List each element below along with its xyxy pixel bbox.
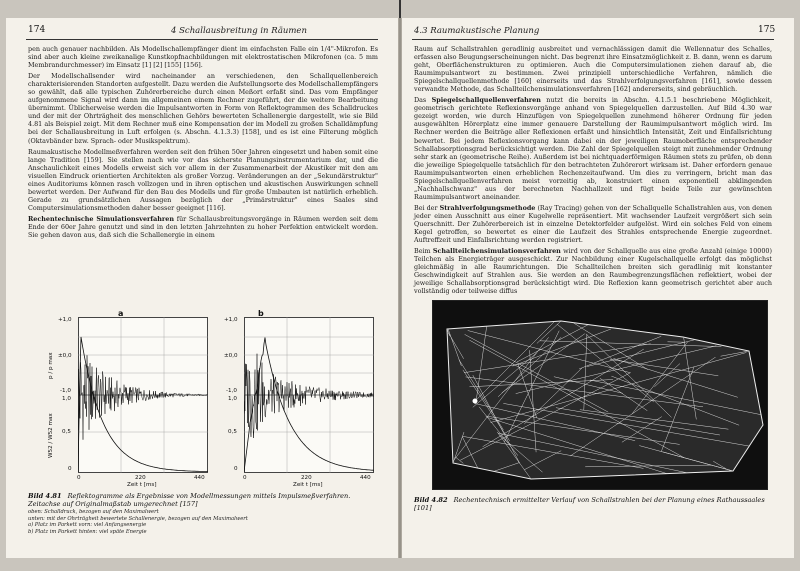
page-number-left: 174 — [28, 25, 46, 35]
caption-note: b) Platz im Parkett hinten: viel späte Energie — [28, 528, 147, 535]
x-tick-440-b: 440 — [360, 475, 371, 481]
y-tick-energy-05: 0,5 — [62, 429, 71, 435]
paragraph-text: Das — [414, 96, 432, 105]
paragraph — [414, 204, 772, 244]
paragraph-text: Bei der — [414, 203, 440, 212]
caption-text: Rechentechnisch ermittelter Verlauf von Schallstrahlen bei der Planung eines Rathaussaales [101] — [414, 496, 765, 512]
caption-note: oben: Schalldruck, bezogen auf den Maximalwert — [28, 509, 159, 515]
caption-notes — [28, 509, 378, 535]
page-number-right: 175 — [758, 25, 776, 35]
bold-term: Spiegelschallquellenverfahren — [431, 96, 541, 105]
figure-caption — [28, 492, 378, 508]
x-tick-220: 220 — [135, 475, 146, 481]
panel-b-letter: b — [258, 309, 264, 318]
running-head-right: 4.3 Raumakustische Planung — [414, 26, 540, 36]
x-label-a: Zeit t [ms] — [127, 482, 157, 488]
caption-text: Reflektogramme als Ergebnisse von Modellmessungen mittels Impulsmeßverfahren. Zeitachse auf Originalmaßstab umgerechnet [157] — [28, 492, 351, 508]
caption-note: a) Platz im Parkett vorn: viel Anfangsenergie — [28, 522, 147, 529]
y-tick-top-b: +1,0 — [224, 317, 238, 323]
x-tick-0-b: 0 — [243, 475, 247, 481]
caption-number: Bild 4.82 — [414, 496, 448, 504]
caption-note: unten: mit der Ohrträgheit bewertete Schallenergie, bezogen auf den Maximalwert — [28, 515, 248, 522]
paragraph-text: wird von der Schallquelle aus eine große Anzahl (einige 10000) Teilchen als Energieträger ausgeschickt. Zur Nachbildung einer Kugelschallquelle erfolgt das möglichst gleichmäßig in alle Raumrichtungen. Die Schallteilchen breiten sich geradlinig mit konstanter Geschwindigkeit auf Strahlen aus. Sie werden an den Raumbegrenzungsflächen reflektiert, wobei der jeweilige Schallabsorptionsgrad berücksichtigt wird. Die Reflexion kann geometrisch gerichtet aber auch vollständig oder teilweise diffus — [414, 247, 772, 296]
paragraph: Raumakustische Modellmeßverfahren werden seit den frühen 50er Jahren eingesetzt und haben somit eine lange Tradition [159]. Sie stellen nach wie vor das sicherste Planungsinstrumentarium dar, und die Anschaulichkeit eines Modells erweist sich vor allem in der Zusammenarbeit der Akustiker mit den am visuellen Eindruck orientierten Architekten als großer Vorzug. Veränderungen an der „Sekundärstruktur" eines Auditoriums können rasch vollzogen und in ihren optischen und akustischen Auswirkungen schnell bewertet werden. Der Aufwand für den Bau des Modells und für große Umbauten ist natürlich erheblich. Gerade zu grundsätzlichen Aussagen bezüglich der „Primärstruktur" eines Saales sind Computersimulationsmethoden daher besser geeignet [116]. — [28, 147, 378, 212]
x-tick-0: 0 — [77, 475, 81, 481]
y-tick-energy-1-b: 1,0 — [228, 396, 237, 402]
figure-4-81 — [6, 18, 398, 558]
right-text-column — [414, 45, 772, 298]
y-tick-energy-0: 0 — [68, 466, 72, 472]
sound-source — [473, 399, 478, 404]
reflectogram-b — [244, 317, 374, 473]
y-tick-bottom: -1,0 — [60, 388, 71, 394]
right-page — [402, 18, 794, 558]
y-tick-energy-0-b: 0 — [234, 466, 238, 472]
panel-a-letter: a — [118, 309, 124, 318]
bold-term: Schallteilchensimulationsverfahren — [432, 247, 561, 256]
x-tick-440: 440 — [194, 475, 205, 481]
y-tick-top: +1,0 — [58, 317, 72, 323]
paragraph-text: Beim — [414, 247, 433, 256]
y-tick-mid-b: ±0,0 — [224, 353, 238, 359]
y-tick-energy-1: 1,0 — [62, 396, 71, 402]
bold-term: Rechentechnische Simulationsverfahren — [28, 214, 175, 223]
paragraph — [414, 96, 772, 201]
running-head-left: 4 Schallausbreitung in Räumen — [171, 26, 307, 36]
paragraph-text: (Ray Tracing) gehen von der Schallquelle Schallstrahlen aus, von denen jeder einen Ausschnitt aus einer Kugelwelle repräsentiert. Mit wachsender Laufzeit vergrößert sich sein Querschnitt. Der Zuhörerbereich ist in einzelne Detektorfelder aufgelöst. Wird ein solches Feld von einem Kegel getroffen, so bewertet es einer die Laufzeit des Strahles entsprechende Energie zugeordnet. Auftreffzeit und Einfallsrichtung werden registriert. — [414, 203, 772, 245]
reflectogram-a — [78, 317, 208, 473]
paragraph: Der Modellschallsender wird nacheinander an verschiedenen, den Schallquellenbereich charakterisierenden Standorten aufgestellt. Dazu werden die Aufstellungsorte des Modellschallempfängers so gewählt, daß alle typischen Zuhörerbereiche durch einen Meßort erfaßt sind. Das vom Empfänger aufgenommene Signal wird dann im allgemeinen einem Rechner zugeführt, der die weitere Bearbeitung übernimmt. Üblicherweise werden die Impulsantworten in Form von Reflektogrammen des Schalldruckes und der mit der Ohrträgheit des menschlichen Gehörs bewerteten Schallenergie dargestellt, wie sie Bild 4.81 als Beispiel zeigt. Mit dem Rechner muß eine Kompensation der im Modell zu großen Schalldämpfung bei der Schallausbreitung in Luft erfolgen (s. Abschn. 4.1.3.3) [158], und es ist eine Filterung möglich (Oktavbänder bzw. Sprach- oder Musikspektrum). — [28, 72, 378, 145]
caption-number: Bild 4.81 — [28, 492, 62, 500]
x-label-b: Zeit t [ms] — [293, 482, 323, 488]
y-tick-bottom-b: -1,0 — [226, 388, 237, 394]
paragraph-text: für Schallausbreitungsvorgänge in Räumen werden seit dem Ende der 60er Jahre genutzt und sind in den letzten Jahrzehnten zu hoher Perfektion entwickelt worden. Sie gehen davon aus, daß sich die Schallenergie in einem — [28, 214, 378, 240]
ray-tracing-svg — [433, 301, 767, 489]
figure-caption-right — [414, 496, 772, 512]
x-tick-220-b: 220 — [301, 475, 312, 481]
y-tick-energy-05-b: 0,5 — [228, 429, 237, 435]
y-label-top: p / p max — [48, 352, 54, 379]
bold-term: Strahlverfolgungsmethode — [439, 203, 536, 212]
y-tick-mid: ±0,0 — [58, 353, 72, 359]
header-rule-right — [412, 39, 774, 40]
hall-outline — [447, 321, 763, 479]
ray-tracing-diagram — [432, 300, 768, 490]
y-label-bottom: W52 / W52 max — [48, 413, 54, 458]
paragraph: Raum auf Schallstrahlen geradlinig ausbreitet und vernachlässigen damit die Wellennatur des Schalles, erfassen also Beugungserscheinungen nicht. Das begrenzt ihre Einsatzmöglichkeit z. B. dann, wenn es darum geht, Oberflächenstrukturen zu optimieren. Auch die Computersimulationen ziehen darauf ab, die Raumimpulsantwort zu bestimmen. Zwei prinzipiell unterschiedliche Verfahren, nämlich die Spiegelschallquellenmethode [160] einerseits und das Strahlverfolgungsverfahren [161], sowie dessen verwandte Methode, das Schallteilchensimulationsverfahren [162] andererseits, sind gebräuchlich. — [414, 45, 772, 94]
paragraph-text: nutzt die bereits in Abschn. 4.1.5.1 beschriebene Möglichkeit, geometrisch gerichtete Reflexionsvorgänge anhand von Spiegelquellen darzustellen. Auf Bild 4.30 war gezeigt worden, wie durch Hinzufügen von Spiegelquellen zunehmend höherer Ordnung für jeden ausgewählten Hörerplatz eine immer genauere Darstellung der Raumimpulsantwort möglich wird. Im Rechner werden die Beiträge aller Reflexionen erfaßt und hinsichtlich Intensität, Zeit und Einfallsrichtung bewertet. Bei jedem Reflexionsvorgang kann dabei ein der jeweiligen Raumoberfläche entsprechender Schallabsorptionsgrad berücksichtigt werden. Die Zahl der Spiegelquellen steigt mit zunehmender Ordnung sehr stark an (geometrische Reihe). Außerdem ist bei nichtquaderförmigen Räumen stets zu prüfen, ob denn die jeweilige Spiegelquelle tatsächlich für den betrachteten Zuhörerort wirksam ist. Daher erfordern genaue Raumimpulsantworten einen erheblichen Rechenzeitaufwand. Um dies zu verringern, bricht man das Spiegelschallquellenverfahren meist vorzeitig ab, konstruiert einen exponentiell abklingenden „Nachhallschwanz" aus der berechneten Nachhallzeit und fügt beide Teile zur gewünschten Raumimpulsantwort aneinander. — [414, 96, 772, 201]
paragraph: pen auch genauer nachbilden. Als Modellschallempfänger dient im einfachsten Falle ein 1/4"-Mikrofon. Es sind aber auch kleine zweikanalige Kunstkopfnachbildungen mit elektrostatischen Mikrofonen (ca. 5 mm Membrandurchmesser) im Einsatz [1] [2] [155] [156]. — [28, 45, 378, 70]
left-page — [6, 18, 398, 558]
paragraph — [414, 247, 772, 295]
